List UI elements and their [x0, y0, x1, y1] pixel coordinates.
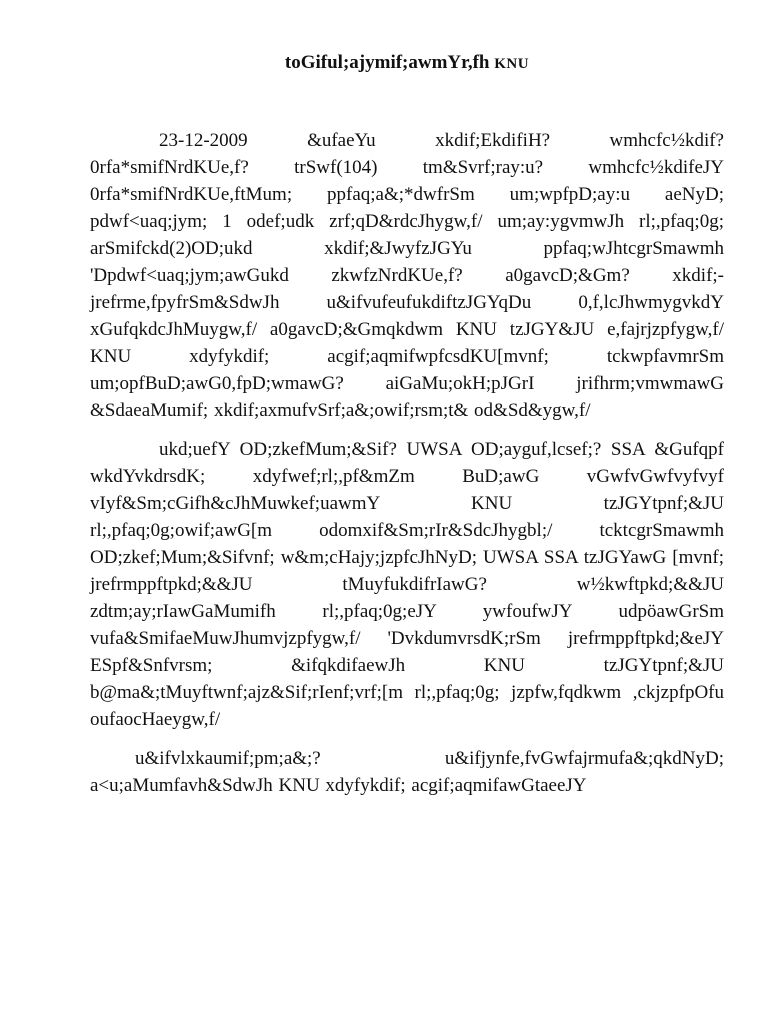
paragraph-3: u&ifvlxkaumif;pm;a&;? u&ifjynfe,fvGwfajrmufa&;qkdNyD; a<u;aMumfavh&SdwJh KNU xdyfykdif; acgif;aqmifawGtaeeJY: [90, 748, 724, 796]
document-title: [90, 44, 724, 83]
document-page: [90, 44, 724, 811]
paragraph-2: ukd;uefY OD;zkefMum;&Sif? UWSA OD;ayguf,lcsef;? SSA &Gufqpf wkdYvkdrsdK; xdyfwef;rl;,pf&mZm BuD;awG vGwfvGwfvyfvyf vIyf&Sm;cGifh&cJhMuwkef;uawmY KNU tzJGYtpnf;&JU rl;,pfaq;0g;owif;awG[m odomxif&Sm;rIr&SdcJhygbl;/ tcktcgrSmawmh OD;zkef;Mum;&Sifvnf; w&m;cHajy;jzpfcJhNyD; UWSA SSA tzJGYawG [mvnf; jrefrmppftpkd;&&JU tMuyfukdifrIawG? w½kwftpkd;&&JU zdtm;ay;rIawGaMumifh rl;,pfaq;0g;eJY ywfoufwJY udpöawGrSm vufa&SmifaeMuwJhumvjzpfygw,f/ 'DvkdumvrsdK;rSm jrefrmppftpkd;&eJY ESpf&Snfvrsm; &ifqkdifaewJh KNU tzJGYtpnf;&JU b@ma&;tMuyftwnf;ajz&Sif;rIenf;vrf;[m rl;,pfaq;0g; jzpfw,fqdkwm ,ckjzpfpOfu oufaocHaeygw,f/: [90, 439, 724, 730]
paragraph-1: 23-12-2009 &ufaeYu xkdif;EkdifiH? wmhcfc½kdif? 0rfa*smifNrdKUe,f? trSwf(104) tm&Svrf;ray:u? wmhcfc½kdifeJY 0rfa*smifNrdKUe,ftMum; ppfaq;a&;*dwfrSm um;wpfpD;ay:u aeNyD; pdwf<uaq;jym; 1 odef;udk zrf;qD&rdcJhygw,f/ um;ay:ygvmwJh rl;,pfaq;0g; arSmifckd(2)OD;ukd xkdif;&JwyfzJGYu ppfaq;wJhtcgrSmawmh 'Dpdwf<uaq;jym;awGukd zkwfzNrdKUe,f? a0gavcD;&Gm? xkdif;-jrefrme,fpyfrSm&SdwJh u&ifvufeufukdiftzJGYqDu 0,f,lcJhwmygvkdY xGufqkdcJhMuygw,f/ a0gavcD;&Gmqkdwm KNU tzJGY&JU e,fajrjzpfygw,f/ KNU xdyfykdif; acgif;aqmifwpfcsdKU[mvnf; tckwpfavmrSm um;opfBuD;awG0,fpD;wmawG? aiGaMu;okH;pJGrI jrifhrm;vmwmawG &SdaeaMumif; xkdif;axmufvSrf;a&;owif;rsm;t& od&Sd&ygw,f/: [90, 130, 724, 421]
document-title-small-caps: KNU: [494, 56, 530, 72]
document-title-main: toGiful;ajymif;awmYr,fh: [284, 52, 490, 73]
